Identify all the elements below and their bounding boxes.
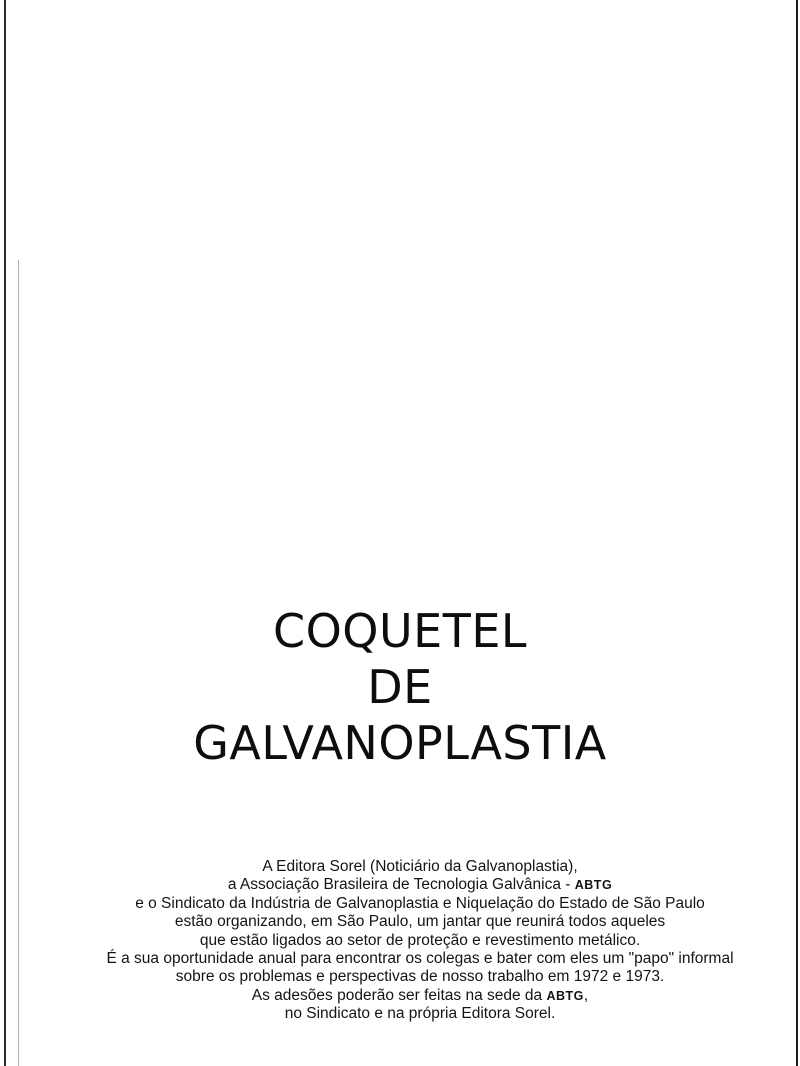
body-line-8-comma: , xyxy=(583,986,589,1004)
page-title xyxy=(0,603,800,771)
scan-edge-left xyxy=(4,0,6,1066)
body-line-8 xyxy=(60,987,780,1005)
title-line-2: DE xyxy=(367,659,433,714)
scan-edge-right xyxy=(796,0,798,1066)
body-line-4: estão organizando, em São Paulo, um jantar que reunirá todos aqueles xyxy=(174,913,666,931)
body-line-9: no Sindicato e na própria Editora Sorel. xyxy=(284,1005,556,1023)
abtg-abbreviation-2: ABTG xyxy=(546,988,584,1003)
body-line-3: e o Sindicato da Indústria de Galvanoplastia e Niquelação do Estado de São Paulo xyxy=(135,894,705,912)
body-line-2 xyxy=(60,876,780,894)
body-line-8-text: As adesões poderão ser feitas na sede da xyxy=(251,986,547,1004)
body-line-2-text: a Associação Brasileira de Tecnologia Galvânica - xyxy=(227,876,575,894)
title-line-3: GALVANOPLASTIA xyxy=(193,715,607,770)
body-line-7: sobre os problemas e perspectivas de nosso trabalho em 1972 e 1973. xyxy=(175,968,665,986)
title-line-1: COQUETEL xyxy=(272,603,528,658)
body-line-1: A Editora Sorel (Noticiário da Galvanoplastia), xyxy=(262,858,578,875)
body-line-5: que estão ligados ao setor de proteção e revestimento metálico. xyxy=(199,931,641,949)
body-line-6: É a sua oportunidade anual para encontrar os colegas e bater com eles um "papo" informal xyxy=(106,950,734,968)
abtg-abbreviation: ABTG xyxy=(574,878,613,893)
announcement-body xyxy=(60,858,780,1024)
